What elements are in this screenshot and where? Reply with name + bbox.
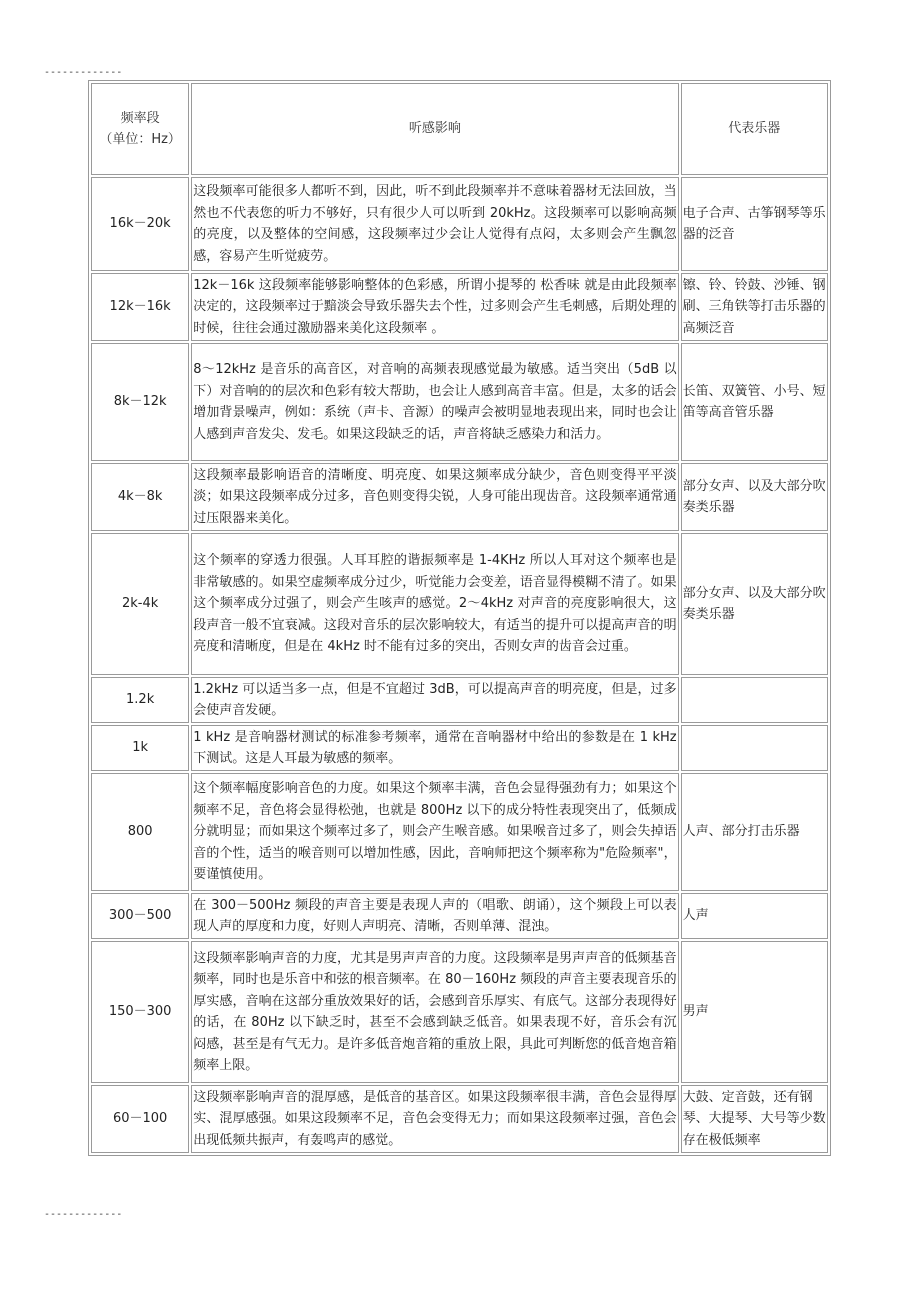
effect-cell: 这个频率的穿透力很强。人耳耳腔的谐振频率是 1-4KHz 所以人耳对这个频率也是非常敏感的。如果空虚频率成分过少，听觉能力会变差，语音显得模糊不清了。如果这个频率成分过强了，则会产生咳声的感觉。2～4kHz 对声音的亮度影响很大，这段声音一般不宜衰减。这段对音乐的层次影响较大，有适当的提升可以提高声音的明亮度和清晰度，但是在 4kHz 时不能有过多的突出，否则女声的齿音会过重。 <box>191 533 678 675</box>
band-cell: 8k－12k <box>91 343 189 461</box>
table-row <box>91 677 828 723</box>
table-row <box>91 343 828 461</box>
band-cell: 1k <box>91 725 189 771</box>
table-row <box>91 773 828 891</box>
effect-cell: 1.2kHz 可以适当多一点，但是不宜超过 3dB，可以提高声音的明亮度，但是，过多会使声音发硬。 <box>191 677 678 723</box>
table-row <box>91 941 828 1083</box>
band-cell: 2k-4k <box>91 533 189 675</box>
effect-cell: 12k－16k 这段频率能够影响整体的色彩感，所谓小提琴的 松香味 就是由此段频率决定的，这段频率过于黯淡会导致乐器失去个性，过多则会产生毛刺感，后期处理的时候，往往会通过激励器来美化这段频率 。 <box>191 273 678 341</box>
effect-cell: 在 300－500Hz 频段的声音主要是表现人声的（唱歌、朗诵），这个频段上可以表现人声的厚度和力度，好则人声明亮、清晰，否则单薄、混浊。 <box>191 893 678 939</box>
top-separator: ------------- <box>44 67 123 78</box>
header-row <box>91 83 828 175</box>
band-cell: 60－100 <box>91 1085 189 1153</box>
instrument-cell: 人声、部分打击乐器 <box>681 773 828 891</box>
effect-cell: 这个频率幅度影响音色的力度。如果这个频率丰满，音色会显得强劲有力；如果这个频率不足，音色将会显得松弛，也就是 800Hz 以下的成分特性表现突出了，低频成分就明显；而如果这个频率过多了，则会产生喉音感。如果喉音过多了，则会失掉语音的个性，适当的喉音则可以增加性感，因此，音响师把这个频率称为"危险频率"，要谨慎使用。 <box>191 773 678 891</box>
instrument-cell: 长笛、双簧管、小号、短笛等高音管乐器 <box>681 343 828 461</box>
band-cell: 16k－20k <box>91 177 189 271</box>
table-row <box>91 177 828 271</box>
table-row <box>91 533 828 675</box>
band-cell: 12k－16k <box>91 273 189 341</box>
instrument-cell: 人声 <box>681 893 828 939</box>
instrument-cell <box>681 677 828 723</box>
effect-cell: 这段频率影响声音的力度，尤其是男声声音的力度。这段频率是男声声音的低频基音频率，同时也是乐音中和弦的根音频率。在 80－160Hz 频段的声音主要表现音乐的厚实感，音响在这部分重放效果好的话，会感到音乐厚实、有底气。这部分表现得好的话，在 80Hz 以下缺乏时，甚至不会感到缺乏低音。如果表现不好，音乐会有沉闷感，甚至是有气无力。是许多低音炮音箱的重放上限，具此可判断您的低音炮音箱频率上限。 <box>191 941 678 1083</box>
band-cell: 150－300 <box>91 941 189 1083</box>
frequency-table <box>88 80 831 1156</box>
effect-cell: 这段频率影响声音的混厚感，是低音的基音区。如果这段频率很丰满，音色会显得厚实、混厚感强。如果这段频率不足，音色会变得无力；而如果这段频率过强，音色会出现低频共振声，有轰鸣声的感觉。 <box>191 1085 678 1153</box>
table-row <box>91 463 828 531</box>
band-cell: 300－500 <box>91 893 189 939</box>
bottom-separator: ------------- <box>44 1209 123 1220</box>
header-band <box>91 83 189 175</box>
table-row <box>91 725 828 771</box>
table-row <box>91 893 828 939</box>
header-band-line1: 频率段 <box>120 110 160 126</box>
instrument-cell <box>681 725 828 771</box>
instrument-cell: 大鼓、定音鼓，还有钢琴、大提琴、大号等少数存在极低频率 <box>681 1085 828 1153</box>
table-row <box>91 273 828 341</box>
effect-cell: 8～12kHz 是音乐的高音区，对音响的高频表现感觉最为敏感。适当突出（5dB 以下）对音响的的层次和色彩有较大帮助，也会让人感到高音丰富。但是，太多的话会增加背景噪声，例如：系统（声卡、音源）的噪声会被明显地表现出来，同时也会让人感到声音发尖、发毛。如果这段缺乏的话，声音将缺乏感染力和活力。 <box>191 343 678 461</box>
instrument-cell: 镲、铃、铃鼓、沙锤、钢刷、三角铁等打击乐器的高频泛音 <box>681 273 828 341</box>
instrument-cell: 电子合声、古筝钢琴等乐器的泛音 <box>681 177 828 271</box>
instrument-cell: 男声 <box>681 941 828 1083</box>
effect-cell: 这段频率可能很多人都听不到，因此，听不到此段频率并不意味着器材无法回放，当然也不代表您的听力不够好，只有很少人可以听到 20kHz。这段频率可以影响高频的亮度，以及整体的空间感，这段频率过少会让人觉得有点闷，太多则会产生飘忽感，容易产生听觉疲劳。 <box>191 177 678 271</box>
instrument-cell: 部分女声、以及大部分吹奏类乐器 <box>681 533 828 675</box>
effect-cell: 1 kHz 是音响器材测试的标准参考频率，通常在音响器材中给出的参数是在 1 kHz 下测试。这是人耳最为敏感的频率。 <box>191 725 678 771</box>
table-row <box>91 1085 828 1153</box>
band-cell: 800 <box>91 773 189 891</box>
header-band-line2: （单位：Hz） <box>99 132 181 147</box>
effect-cell: 这段频率最影响语音的清晰度、明亮度、如果这频率成分缺少，音色则变得平平淡淡；如果这段频率成分过多，音色则变得尖锐，人身可能出现齿音。这段频率通常通过压限器来美化。 <box>191 463 678 531</box>
instrument-cell: 部分女声、以及大部分吹奏类乐器 <box>681 463 828 531</box>
header-effect: 听感影响 <box>191 83 678 175</box>
band-cell: 1.2k <box>91 677 189 723</box>
header-instruments: 代表乐器 <box>681 83 828 175</box>
band-cell: 4k－8k <box>91 463 189 531</box>
